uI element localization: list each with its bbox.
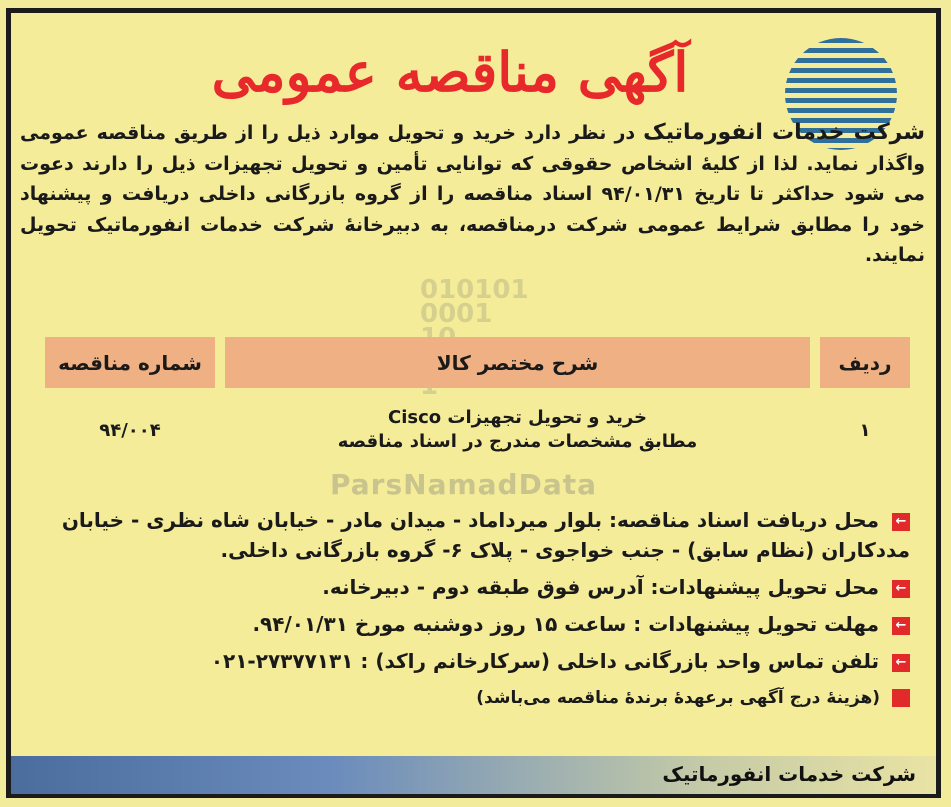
deadline-value: ساعت ۱۵ روز دوشنبه مورخ ۹۴/۰۱/۳۱. [252,612,627,636]
watermark-text: ParsNamadData [330,468,597,501]
receive-docs-label: محل دریافت اسناد مناقصه: [608,508,880,532]
tender-table [40,337,910,460]
description-line-2: مطابق مشخصات مندرج در اسناد مناقصه [337,431,698,452]
deadline-label: مهلت تحویل پیشنهادات : [633,612,880,636]
deadline-line [20,609,910,639]
intro-company: شرکت خدمات انفورماتیک [643,120,925,145]
cell-tender-number: ۹۴/۰۰۴ [99,419,161,441]
cell-description [225,400,810,460]
watermark-numbers: 010101 0001 [420,275,529,329]
intro-paragraph [20,118,925,271]
cost-note: (هزینهٔ درج آگهی برعهدهٔ برندهٔ مناقصه می‌باشد) [476,688,881,708]
ad-title: آگهی مناقصه عمومی [211,40,689,104]
footer-bar [11,756,936,794]
table-header [40,337,910,388]
receive-docs-line [20,505,910,565]
cell-row-number: ۱ [859,419,871,441]
square-bullet-icon [892,689,910,707]
arrow-left-icon: ← [892,580,910,598]
deliver-label: محل تحویل پیشنهادات: [650,575,880,599]
table-row [40,400,910,460]
footer-company: شرکت خدمات انفورماتیک [662,762,916,786]
intro-text: در نظر دارد خرید و تحویل موارد ذیل را از طریق مناقصه عمومی واگذار نماید. لذا از کلیهٔ اشخاص حقوقی که توانایی تأمین و تحویل تجهیزات ذیل را دارند دعوت می شود حداکثر تا تاریخ ۹۴/۰۱/۳۱ اسناد مناقصه را از گروه بازرگانی داخلی دریافت و پیشنهاد خود را مطابق شرایط عمومی شرکت درمناقصه، به دبیرخانهٔ شرکت خدمات انفورماتیک تحویل نمایند. [20,122,925,266]
phone-value: ۰۲۱-۲۷۳۷۷۱۳۱ [210,649,354,673]
description-line-1: خرید و تحویل تجهیزات Cisco [388,407,647,428]
deliver-value: آدرس فوق طبقه دوم - دبیرخانه. [322,575,644,599]
info-section [20,505,910,720]
header-tender-number: شماره مناقصه [45,337,215,388]
arrow-left-icon: ← [892,654,910,672]
phone-label: تلفن تماس واحد بازرگانی داخلی (سرکارخانم راکد) : [360,649,880,673]
arrow-left-icon: ← [892,513,910,531]
deliver-line [20,572,910,602]
arrow-left-icon: ← [892,617,910,635]
note-line [20,683,910,713]
phone-line [20,646,910,676]
header-description: شرح مختصر کالا [225,337,810,388]
receive-docs-value: بلوار میرداماد - میدان مادر - خیابان شاه نظری - خیابان مددکاران (نظام سابق) - جنب خواجوی - پلاک ۶- گروه بازرگانی داخلی. [61,508,910,562]
header-row-number: ردیف [820,337,910,388]
